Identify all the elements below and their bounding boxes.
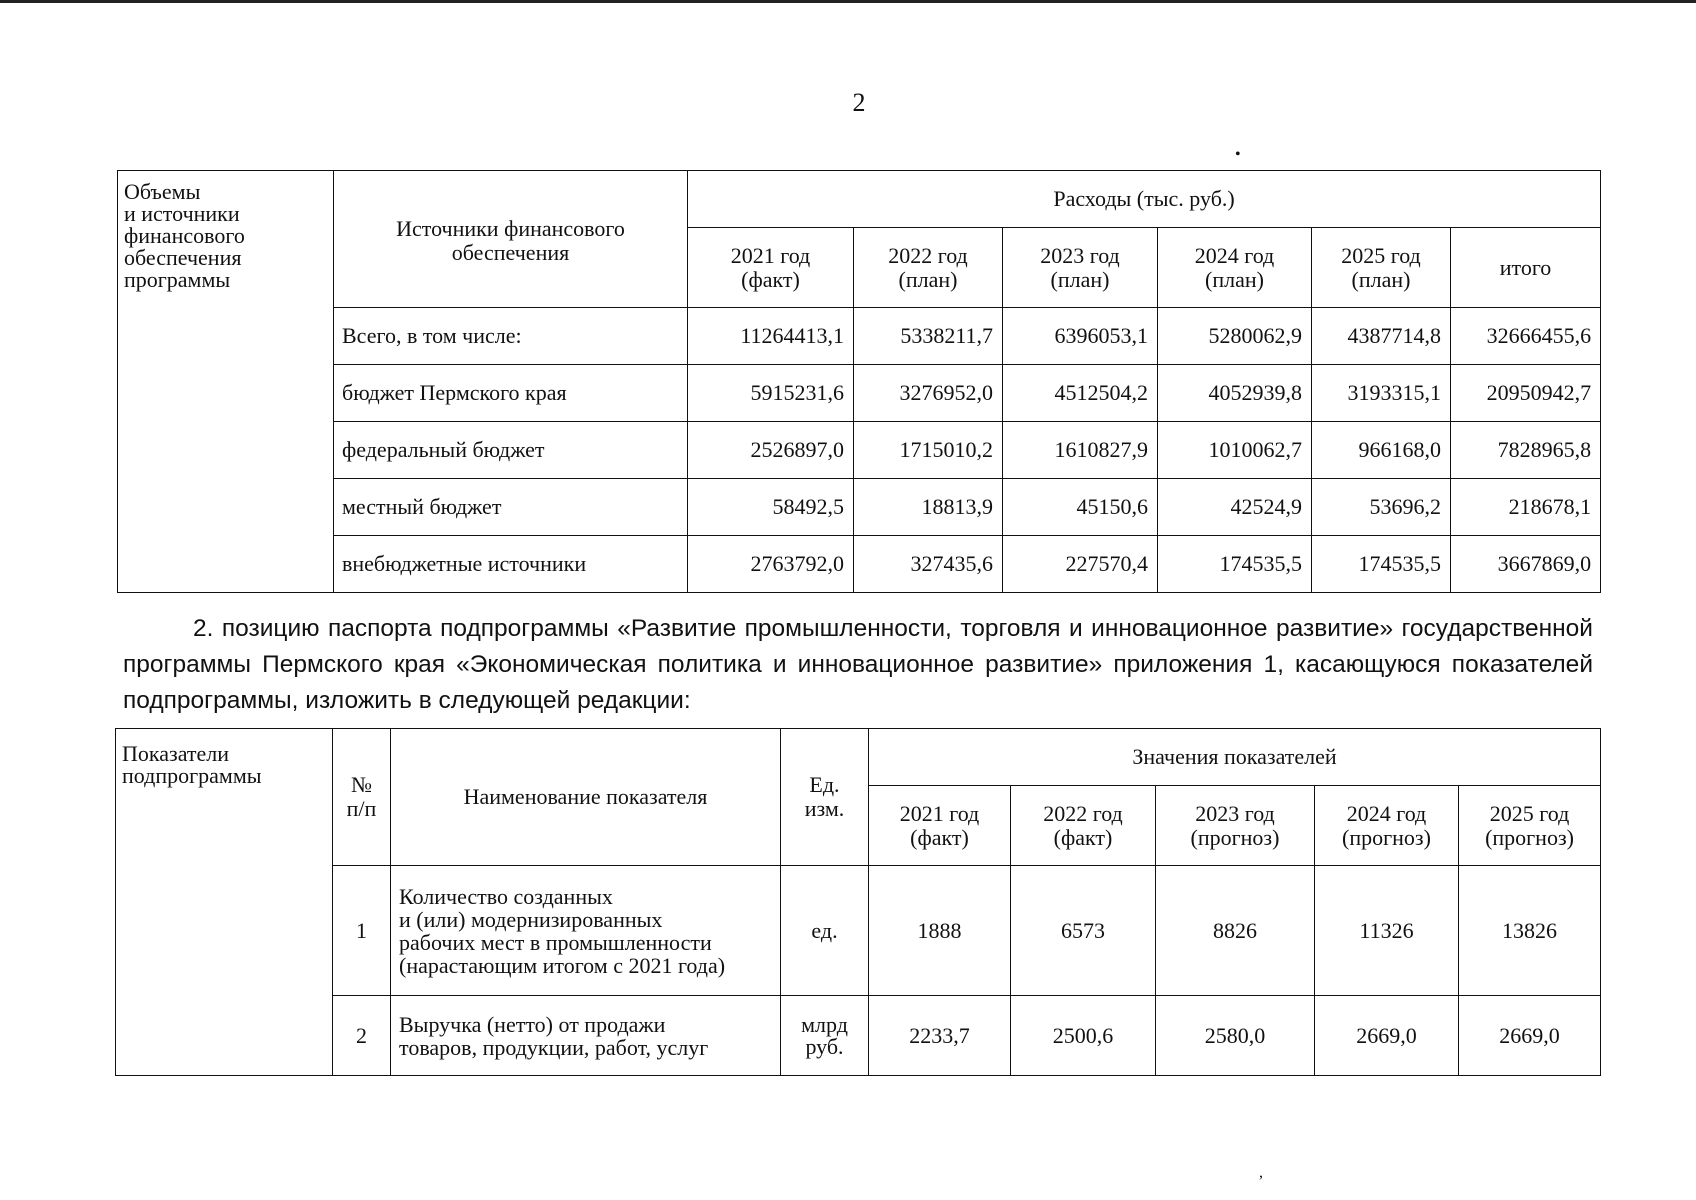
amount-cell: 7828965,8 xyxy=(1451,422,1601,479)
amount-cell: 2763792,0 xyxy=(688,536,854,593)
table-row xyxy=(118,479,1601,536)
amount-cell: 3667869,0 xyxy=(1451,536,1601,593)
amount-cell: 5915231,6 xyxy=(688,365,854,422)
scan-edge xyxy=(0,0,1696,3)
amount-cell: 174535,5 xyxy=(1158,536,1312,593)
year-header: 2021 год (факт) xyxy=(869,786,1011,866)
value-cell: 2580,0 xyxy=(1156,996,1315,1076)
amount-cell: 1010062,7 xyxy=(1158,422,1312,479)
year-header: 2025 год (план) xyxy=(1312,228,1451,308)
value-cell: 6573 xyxy=(1011,866,1156,996)
amount-cell: 174535,5 xyxy=(1312,536,1451,593)
amount-cell: 3276952,0 xyxy=(854,365,1003,422)
amount-cell: 18813,9 xyxy=(854,479,1003,536)
source-name: внебюджетные источники xyxy=(334,536,688,593)
year-header: 2023 год (прогноз) xyxy=(1156,786,1315,866)
amount-cell: 32666455,6 xyxy=(1451,308,1601,365)
values-header: Значения показателей xyxy=(869,729,1601,786)
finance-row-label: Объемы и источники финансового обеспечения программы xyxy=(118,171,334,593)
value-cell: 11326 xyxy=(1315,866,1459,996)
row-number: 2 xyxy=(333,996,391,1076)
finance-table xyxy=(117,170,1601,593)
table-row xyxy=(116,866,1601,996)
source-name: местный бюджет xyxy=(334,479,688,536)
amount-cell: 4387714,8 xyxy=(1312,308,1451,365)
amount-cell: 5280062,9 xyxy=(1158,308,1312,365)
scan-speck: • xyxy=(1235,146,1241,163)
amount-cell: 58492,5 xyxy=(688,479,854,536)
page-number: 2 xyxy=(852,88,866,117)
indicator-name: Выручка (нетто) от продажи товаров, продукции, работ, услуг xyxy=(391,996,781,1076)
amount-cell: 3193315,1 xyxy=(1312,365,1451,422)
value-cell: 8826 xyxy=(1156,866,1315,996)
table-row xyxy=(118,365,1601,422)
amount-cell: 327435,6 xyxy=(854,536,1003,593)
year-header: 2025 год (прогноз) xyxy=(1459,786,1601,866)
table-row xyxy=(118,536,1601,593)
scan-speck: , xyxy=(1259,1164,1263,1181)
table-row xyxy=(116,996,1601,1076)
row-number: 1 xyxy=(333,866,391,996)
unit-cell: ед. xyxy=(781,866,869,996)
value-cell: 2500,6 xyxy=(1011,996,1156,1076)
value-cell: 1888 xyxy=(869,866,1011,996)
indicators-table xyxy=(115,728,1601,1076)
year-header: 2022 год (план) xyxy=(854,228,1003,308)
year-header: 2024 год (прогноз) xyxy=(1315,786,1459,866)
amount-cell: 1610827,9 xyxy=(1003,422,1158,479)
amount-cell: 218678,1 xyxy=(1451,479,1601,536)
year-header: 2023 год (план) xyxy=(1003,228,1158,308)
amount-cell: 966168,0 xyxy=(1312,422,1451,479)
amount-cell: 4512504,2 xyxy=(1003,365,1158,422)
unit-header: Ед. изм. xyxy=(781,729,869,866)
amount-cell: 1715010,2 xyxy=(854,422,1003,479)
amount-cell: 53696,2 xyxy=(1312,479,1451,536)
source-name: Всего, в том числе: xyxy=(334,308,688,365)
value-cell: 2669,0 xyxy=(1459,996,1601,1076)
value-cell: 13826 xyxy=(1459,866,1601,996)
source-name: бюджет Пермского края xyxy=(334,365,688,422)
value-cell: 2233,7 xyxy=(869,996,1011,1076)
year-header: 2022 год (факт) xyxy=(1011,786,1156,866)
total-header: итого xyxy=(1451,228,1601,308)
number-header: № п/п xyxy=(333,729,391,866)
amount-cell: 20950942,7 xyxy=(1451,365,1601,422)
paragraph-text xyxy=(123,611,1593,719)
source-name: федеральный бюджет xyxy=(334,422,688,479)
sources-header: Источники финансового обеспечения xyxy=(334,171,688,308)
amount-cell: 11264413,1 xyxy=(688,308,854,365)
value-cell: 2669,0 xyxy=(1315,996,1459,1076)
amount-cell: 6396053,1 xyxy=(1003,308,1158,365)
amount-cell: 45150,6 xyxy=(1003,479,1158,536)
amount-cell: 2526897,0 xyxy=(688,422,854,479)
table-row xyxy=(118,308,1601,365)
unit-cell: млрд руб. xyxy=(781,996,869,1076)
amount-cell: 5338211,7 xyxy=(854,308,1003,365)
year-header: 2021 год (факт) xyxy=(688,228,854,308)
indicator-name-header: Наименование показателя xyxy=(391,729,781,866)
amount-cell: 42524,9 xyxy=(1158,479,1312,536)
indicator-name: Количество созданных и (или) модернизированных рабочих мест в промышленности (нарастающим итогом с 2021 года) xyxy=(391,866,781,996)
expenses-header: Расходы (тыс. руб.) xyxy=(688,171,1601,228)
paragraph-body: 2. позицию паспорта подпрограммы «Развитие промышленности, торговля и инновационное развитие» государственной программы Пермского края «Экономическая политика и инновационное развитие» приложения 1, касающуюся показателей подпрограммы, изложить в следующей редакции: xyxy=(123,615,1593,714)
amount-cell: 4052939,8 xyxy=(1158,365,1312,422)
year-header: 2024 год (план) xyxy=(1158,228,1312,308)
indicators-row-label: Показатели подпрограммы xyxy=(116,729,333,1076)
amount-cell: 227570,4 xyxy=(1003,536,1158,593)
table-row xyxy=(118,422,1601,479)
